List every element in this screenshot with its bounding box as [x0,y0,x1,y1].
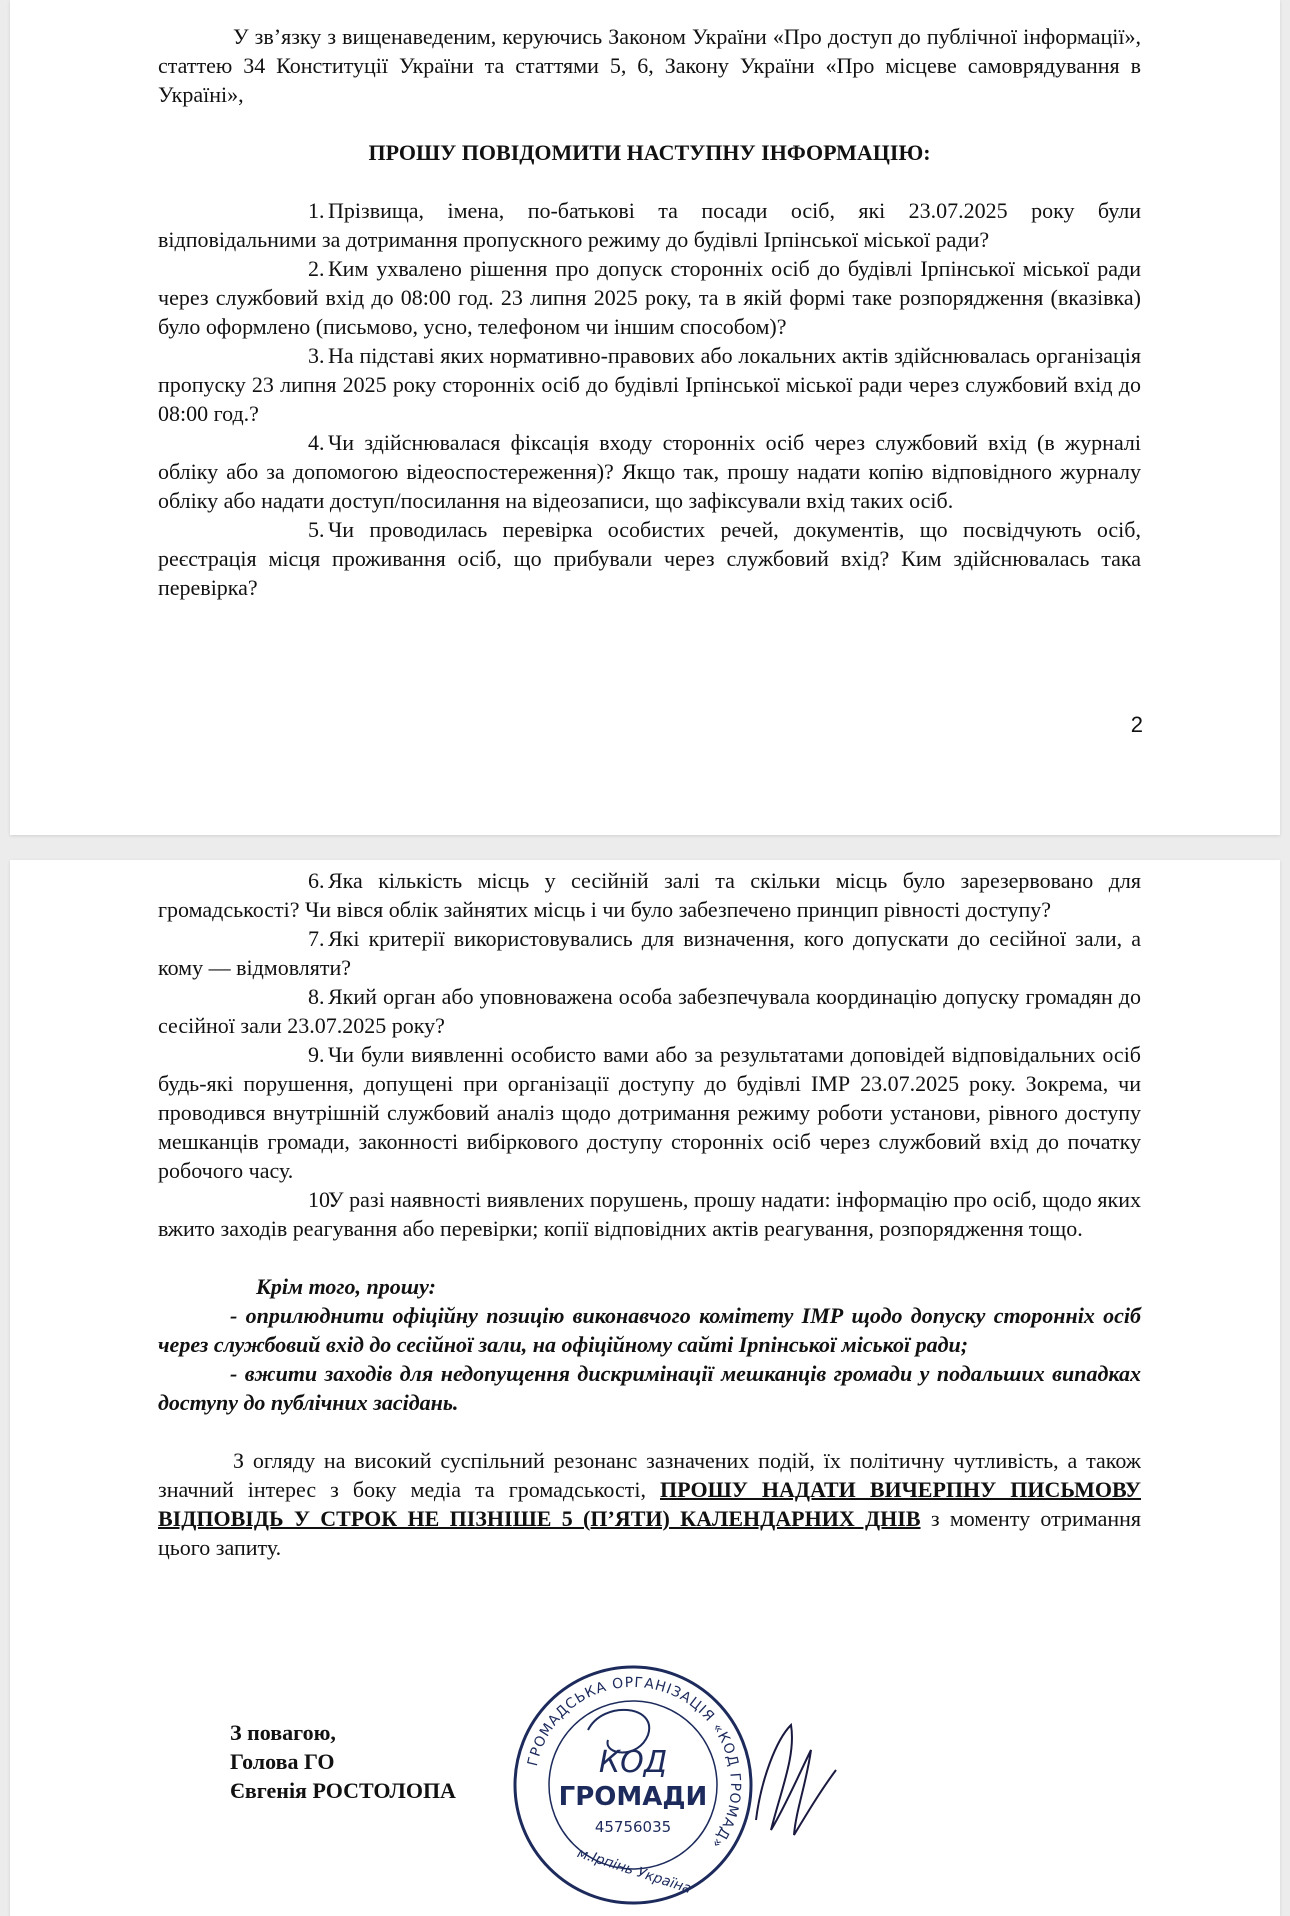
additional-point: - вжити заходів для недопущення дискримінації мешканців громади у подальших випадках доступу до публічних засідань. [158,1361,1141,1415]
request-list-page-1 [158,196,1141,602]
stamp-center-line-2: ГРОМАДИ [558,1782,708,1812]
list-item [158,428,1141,515]
additional-point: - оприлюднити офіційну позицію виконавчого комітету ІМР щодо допуску сторонніх осіб через службовий вхід до сесійної зали, на офіційному сайті Ірпінської міської ради; [158,1303,1141,1357]
stamp-code: 45756035 [594,1818,672,1836]
page-2-content [158,866,1141,1562]
list-item-number: 4. [308,430,325,455]
list-item-number: 5. [308,517,325,542]
list-item-number: 1. [308,198,325,223]
signature-name: Євгенія РОСТОЛОПА [230,1778,456,1803]
list-item [158,1185,1141,1243]
list-item-text: На підставі яких нормативно-правових або локальних актів здійснювалась організація пропуску 23 липня 2025 року сторонніх осіб до будівлі Ірпінської міської ради через службовий вхід до 08:00 год.? [158,343,1141,426]
list-item [158,866,1141,924]
intro-paragraph: У зв’язку з вищенаведеним, керуючись Законом України «Про доступ до публічної інформації», статтею 34 Конституції України та статтями 5, 6, Закону України «Про місцеве самоврядування в Україні», [158,24,1141,107]
list-item-text: Які критерії використовувались для визначення, кого допускати до сесійної зали, а кому — відмовляти? [158,926,1141,980]
closing-paragraph [158,1446,1141,1562]
document-page-1 [10,0,1280,835]
list-item-text: Чи здійснювалася фіксація входу сторонніх осіб через службовий вхід (в журналі обліку або за допомогою відеоспостереження)? Якщо так, прошу надати копію відповідного журналу обліку або надати доступ/посилання на відеозаписи, що зафіксували вхід таких осіб. [158,430,1141,513]
list-item-number: 3. [308,343,325,368]
list-item-text: Чи проводилась перевірка особистих речей, документів, що посвідчують осіб, реєстрація місця проживання осіб, що прибували через службовий вхід? Ким здійснювалась така перевірка? [158,517,1141,600]
signature-position: Голова ГО [230,1749,335,1774]
list-item-text: Яка кількість місць у сесійній залі та скільки місць було зарезервовано для громадськості? Чи вівся облік зайнятих місць і чи було забезпечено принцип рівності доступу? [158,868,1141,922]
stamp-center-line-1: КОД [598,1745,668,1780]
page-number: 2 [1130,712,1143,737]
additional-lead: Крім того, прошу: [256,1274,436,1299]
list-item [158,341,1141,428]
list-item-number: 9. [308,1042,325,1067]
list-item-text: Ким ухвалено рішення про допуск сторонніх осіб до будівлі Ірпінської міської ради через службовий вхід до 08:00 год. 23 липня 2025 року, та в якій формі таке розпорядження (вказівка) було оформлено (письмово, усно, телефоном чи іншим способом)? [158,256,1141,339]
list-item-text: У разі наявності виявлених порушень, прошу надати: інформацію про осіб, щодо яких вжито заходів реагування або перевірки; копії відповідних актів реагування, розпорядження тощо. [158,1187,1141,1241]
list-item-number: 2. [308,256,325,281]
list-item [158,924,1141,982]
organization-stamp [508,1660,758,1910]
signature-block [230,1718,456,1805]
list-item-text: Прізвища, імена, по-батькові та посади осіб, які 23.07.2025 року були відповідальними за дотримання пропускного режиму до будівлі Ірпінської міської ради? [158,198,1141,252]
signature-greeting: З повагою, [230,1720,336,1745]
list-item [158,515,1141,602]
list-item-number: 8. [308,984,325,1009]
list-item [158,982,1141,1040]
request-heading: ПРОШУ ПОВІДОМИТИ НАСТУПНУ ІНФОРМАЦІЮ: [368,140,931,165]
closing-text-end: з моменту отримання цього запиту. [158,1506,1141,1560]
list-item [158,254,1141,341]
page-1-content [158,22,1141,602]
closing-emphasis: ПРОШУ НАДАТИ ВИЧЕРПНУ ПИСЬМОВУ ВІДПОВІДЬ У СТРОК НЕ ПІЗНІШЕ 5 (П’ЯТИ) КАЛЕНДАРНИХ ДНІВ [158,1477,1141,1531]
closing-text: З огляду на високий суспільний резонанс зазначених подій, їх політичну чутливість, а також значний інтерес з боку медіа та громадськості, [158,1448,1141,1502]
list-item-number: 6. [308,868,325,893]
list-item [158,196,1141,254]
list-item-text: Чи були виявленні особисто вами або за результатами доповідей відповідальних осіб будь-які порушення, допущені при організації доступу до будівлі ІМР 23.07.2025 року. Зокрема, чи проводився внутрішній службовий аналіз щодо дотримання режиму роботи установи, рівного доступу мешканців громади, законності вибіркового доступу сторонніх осіб через службовий вхід до початку робочого часу. [158,1042,1141,1183]
list-item-number: 10. [308,1187,336,1212]
handwritten-signature [736,1710,846,1850]
signature-stroke [756,1725,836,1835]
additional-requests [158,1272,1141,1417]
list-item [158,1040,1141,1185]
request-list-page-2 [158,866,1141,1243]
stamp-ring-text: ГРОМАДСЬКА ОРГАНІЗАЦІЯ «КОД ГРОМАД» [524,1674,744,1852]
stamp-city: м.Ірпінь Україна [575,1845,694,1898]
list-item-text: Який орган або уповноважена особа забезпечувала координацію допуску громадян до сесійної зали 23.07.2025 року? [158,984,1141,1038]
list-item-number: 7. [308,926,325,951]
